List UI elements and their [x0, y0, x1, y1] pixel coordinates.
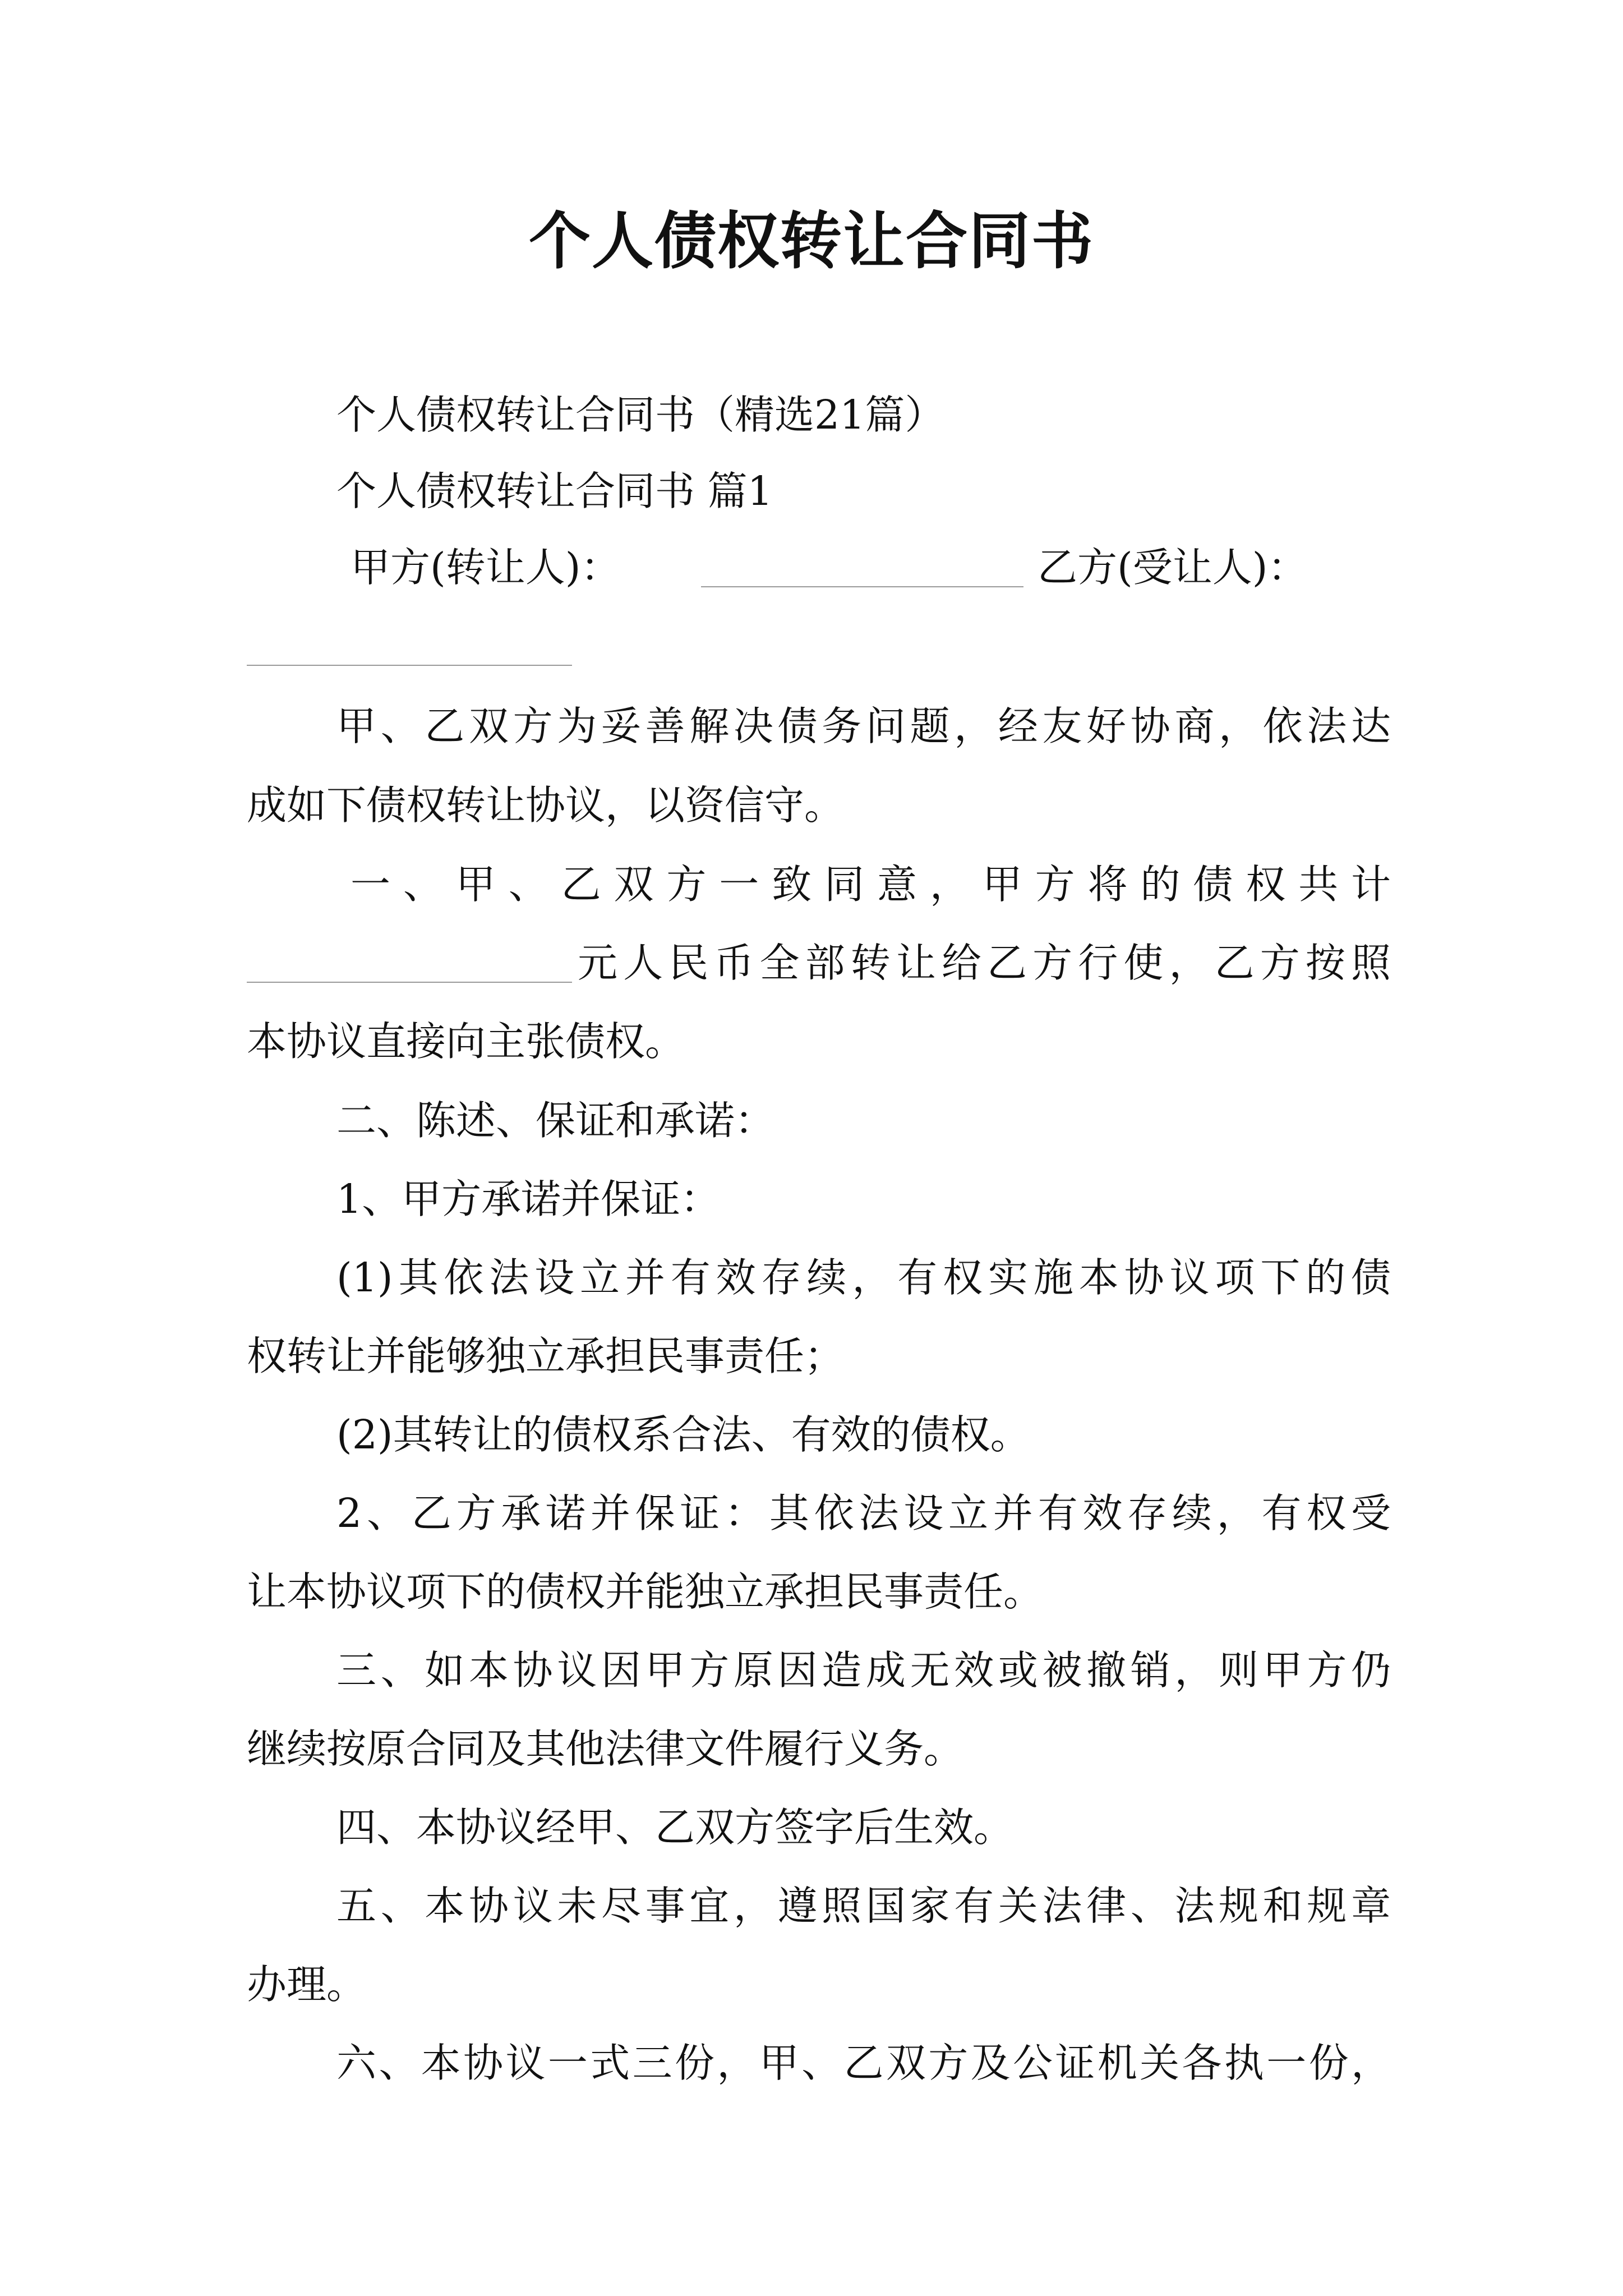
- clause-1-amount-blank: [247, 981, 572, 983]
- clause-2-1-heading: 1、甲方承诺并保证：: [336, 1176, 721, 1222]
- clause-2-heading: 二、陈述、保证和承诺：: [336, 1097, 775, 1144]
- party-b-label: 乙方(受让人)：: [1038, 544, 1308, 591]
- clause-2-2-line-2: 让本协议项下的债权并能独立承担民事责任。: [247, 1568, 1044, 1615]
- clause-2-1-a-line-2: 权转让并能够独立承担民事责任；: [247, 1333, 845, 1379]
- party-b-blank: [247, 664, 572, 666]
- clause-6-line-1: 六、本协议一式三份，甲、乙双方及公证机关各执一份，: [336, 2040, 1391, 2086]
- party-a-blank: [701, 585, 1023, 587]
- clause-5-line-1: 五、本协议未尽事宜，遵照国家有关法律、法规和规章: [336, 1883, 1391, 1929]
- clause-5-line-2: 办理。: [247, 1961, 367, 2008]
- clause-1-line-1: 一、甲、乙双方一致同意，甲方将的债权共计: [351, 861, 1391, 908]
- document-title: 个人债权转让合同书: [529, 205, 1094, 277]
- clause-2-2-line-1: 2、乙方承诺并保证：其依法设立并有效存续，有权受: [336, 1490, 1391, 1536]
- clause-4: 四、本协议经甲、乙双方签字后生效。: [336, 1804, 1014, 1851]
- clause-2-1-a-line-1: (1)其依法设立并有效存续，有权实施本协议项下的债: [336, 1254, 1391, 1301]
- clause-1-line-3: 本协议直接向主张债权。: [247, 1018, 685, 1065]
- clause-3-line-2: 继续按原合同及其他法律文件履行义务。: [247, 1726, 964, 1772]
- section-heading: 个人债权转让合同书 篇1: [336, 468, 773, 514]
- clause-2-1-b: (2)其转让的债权系合法、有效的债权。: [336, 1411, 1030, 1458]
- intro-line-1: 甲、乙双方为妥善解决债务问题，经友好协商，依法达: [336, 703, 1391, 749]
- clause-1-line-2: 元人民币全部转让给乙方行使，乙方按照: [578, 940, 1391, 986]
- clause-3-line-1: 三、如本协议因甲方原因造成无效或被撤销，则甲方仍: [336, 1647, 1391, 1694]
- document-subtitle: 个人债权转让合同书（精选21篇）: [336, 392, 945, 438]
- intro-line-2: 成如下债权转让协议，以资信守。: [247, 782, 845, 829]
- party-a-label: 甲方(转让人)：: [351, 544, 621, 591]
